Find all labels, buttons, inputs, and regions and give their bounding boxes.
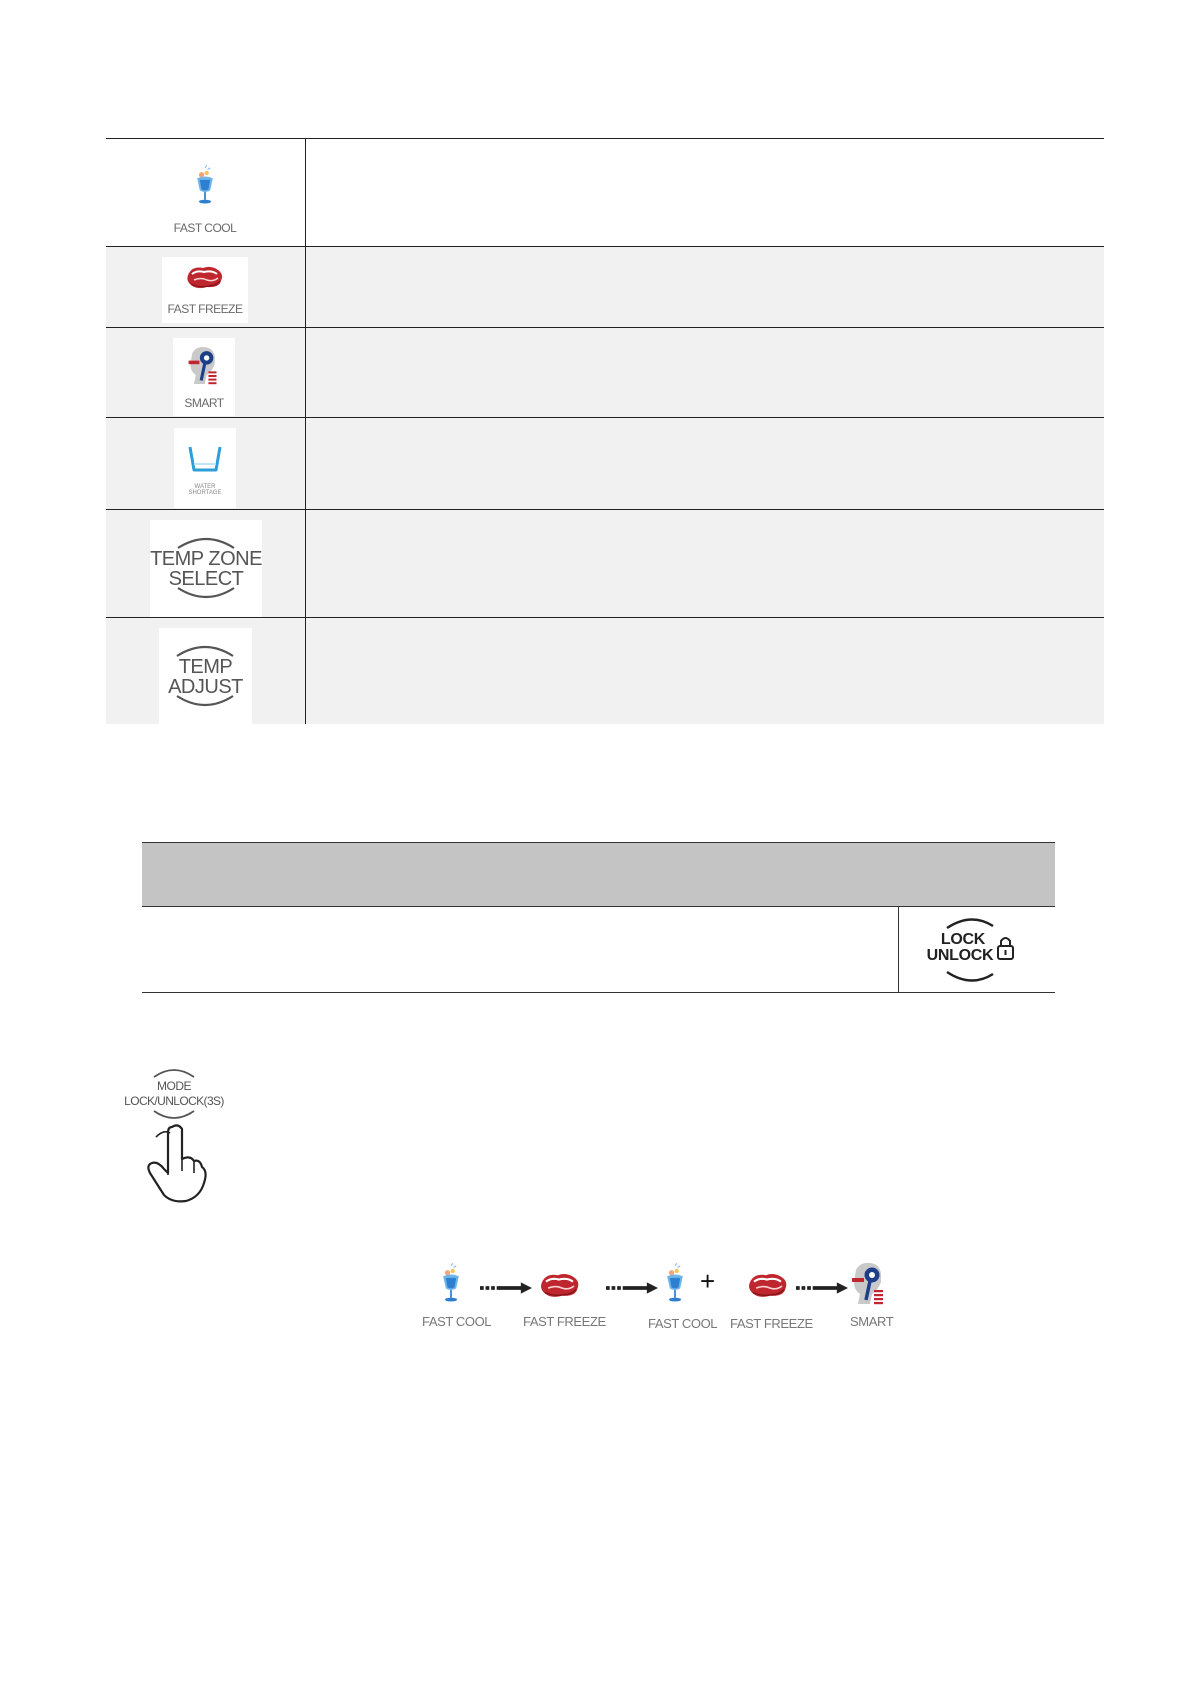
sequence-label: FAST COOL [422, 1314, 492, 1329]
icon-label: SMART [184, 396, 224, 410]
fast-cool-icon [438, 1260, 464, 1308]
icon-cell [106, 328, 305, 417]
lock-table [142, 842, 1055, 993]
function-table [106, 138, 1104, 724]
fast-freeze-icon [746, 1272, 790, 1300]
table-row-fast-freeze [106, 247, 1104, 327]
fast-cool-icon [662, 1260, 688, 1308]
column-divider [305, 138, 306, 724]
temp-adjust-button [159, 628, 252, 724]
smart-icon [185, 344, 221, 388]
table-row-fast-cool [106, 138, 1104, 246]
icon-label: FAST FREEZE [167, 302, 243, 316]
row-divider [106, 246, 1104, 247]
mode-lock-unlock-button [118, 1065, 230, 1205]
icon-cell [106, 510, 305, 617]
description-cell [142, 906, 898, 992]
smart-button [173, 338, 235, 416]
sequence-label: SMART [850, 1314, 894, 1329]
row-divider [106, 509, 1104, 510]
plus-sign: + [700, 1266, 716, 1296]
icon-label-line1: TEMP [178, 656, 233, 678]
icon-label-line1: TEMP ZONE [150, 548, 262, 570]
table-rule-top [106, 138, 1104, 139]
icon-cell [106, 618, 305, 724]
mode-sequence [420, 1260, 900, 1340]
table-row-water-shortage [106, 418, 1104, 509]
sequence-label: FAST FREEZE [523, 1314, 606, 1329]
unlock-label: UNLOCK [926, 947, 994, 964]
description-cell [306, 247, 1104, 327]
pointing-hand-icon [142, 1123, 212, 1205]
arrow-right-icon [480, 1282, 532, 1294]
arrow-right-icon [796, 1282, 848, 1294]
water-shortage-button [174, 428, 236, 508]
table-rule-bottom [142, 992, 1055, 993]
row-divider [106, 417, 1104, 418]
row-divider [106, 617, 1104, 618]
icon-label: WATER SHORTAGE [188, 484, 222, 496]
table-row-temp-zone-select [106, 510, 1104, 617]
icon-label-line2: SELECT [168, 568, 244, 590]
lock-label: LOCK [940, 931, 986, 948]
sequence-label: FAST COOL [648, 1316, 718, 1331]
icon-label-line2: ADJUST [168, 676, 243, 698]
icon-cell [106, 418, 305, 509]
lock-unlock-button [899, 906, 1055, 992]
description-cell [306, 418, 1104, 509]
description-cell [306, 328, 1104, 417]
lock-table-header [142, 842, 1055, 907]
table-row-temp-adjust [106, 618, 1104, 724]
description-cell [306, 138, 1104, 246]
fast-freeze-icon [185, 265, 225, 291]
temp-zone-select-button [150, 520, 262, 617]
fast-freeze-icon [538, 1272, 582, 1300]
icon-cell [106, 138, 305, 246]
description-cell [306, 618, 1104, 724]
fast-cool-icon [192, 162, 218, 210]
sequence-label: FAST FREEZE [730, 1316, 813, 1331]
fast-freeze-button [162, 257, 248, 323]
arrow-right-icon [606, 1282, 658, 1294]
smart-icon [848, 1260, 888, 1308]
mode-label: MODE [157, 1079, 191, 1093]
table-row-smart [106, 328, 1104, 417]
icon-cell [106, 247, 305, 327]
description-cell [306, 510, 1104, 617]
water-shortage-icon [187, 444, 223, 474]
fast-cool-button [162, 158, 248, 242]
row-divider [106, 327, 1104, 328]
lock-unlock-3s-label: LOCK/UNLOCK(3S) [124, 1094, 224, 1108]
icon-label: FAST COOL [173, 221, 237, 235]
